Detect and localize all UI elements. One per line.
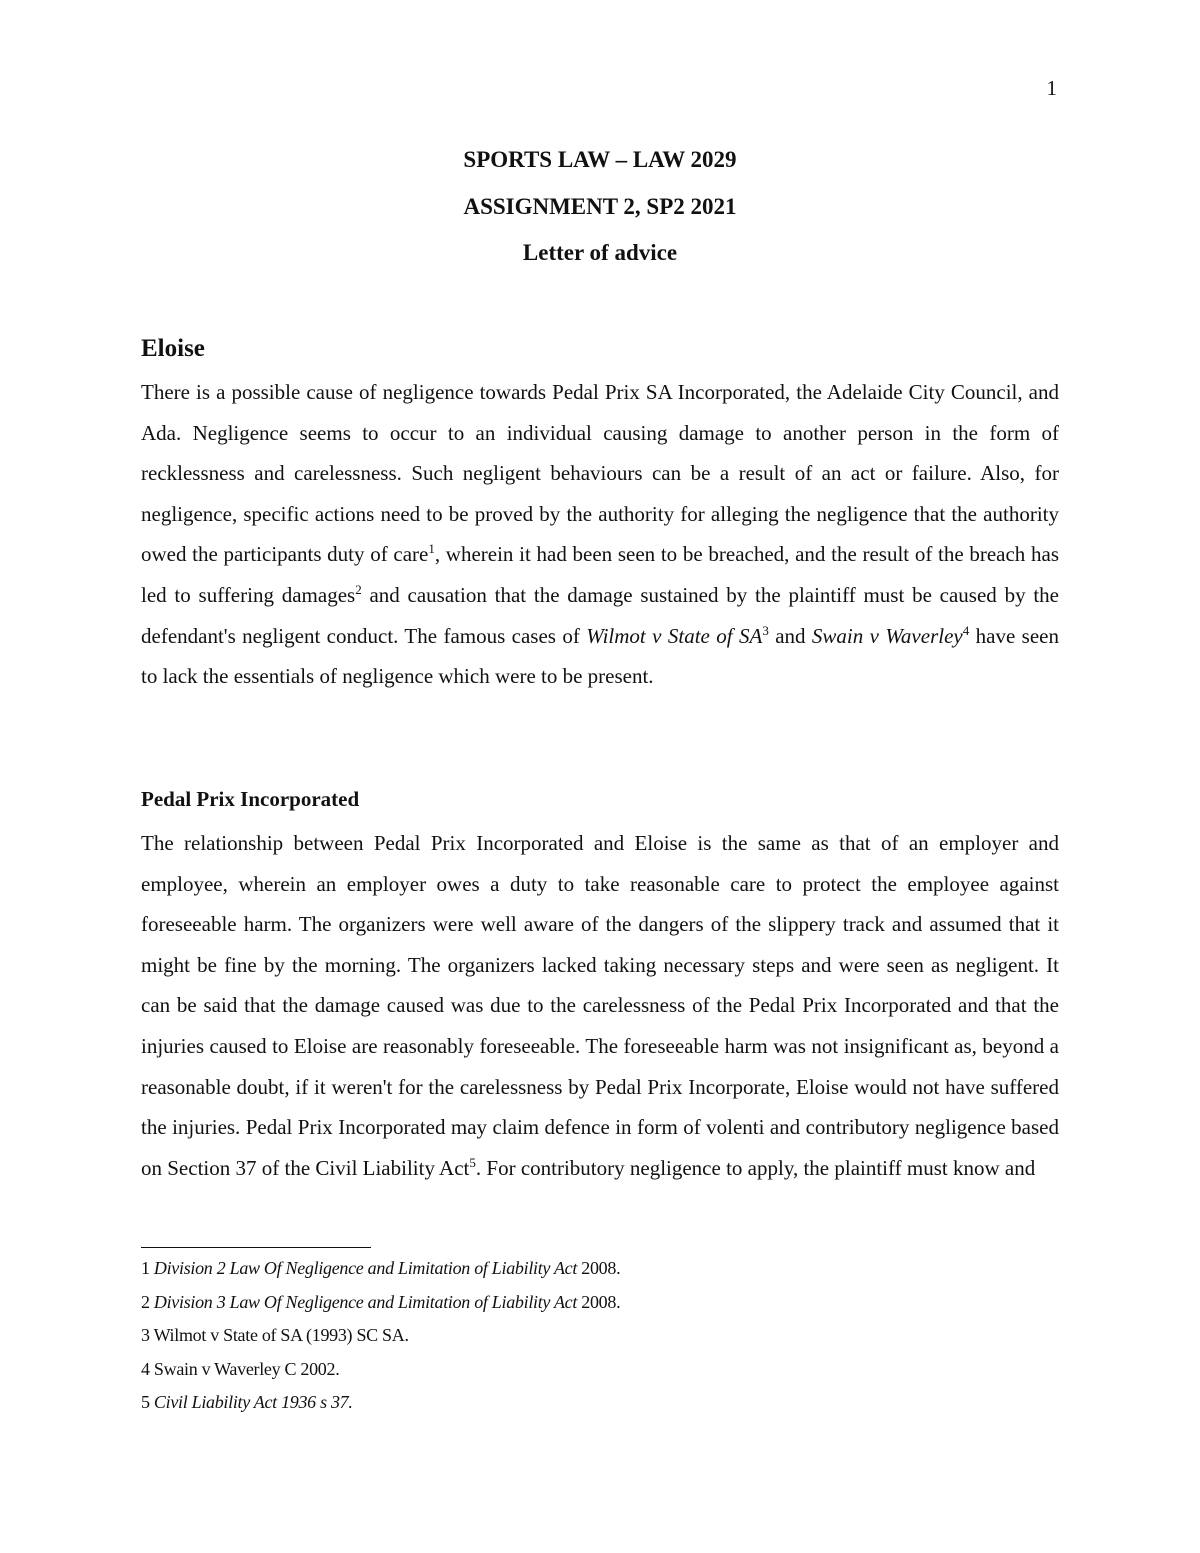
text-run: There is a possible cause of negligence towards Pedal Prix SA Incorporated, the Adelaide City Council, and Ada. Negligence seems to occur to an individual causing damage to another person in the form of recklessness and carelessness. Such negligent behaviours can be a result of an act or failure. Also, for negligence, specific actions need to be proved by the authority for alleging the negligence that the authority owed the participants duty of care [141, 380, 1059, 567]
course-title: SPORTS LAW – LAW 2029 [463, 147, 737, 172]
footnote-text: 2008. [577, 1258, 621, 1278]
page-number: 1 [1046, 76, 1057, 100]
footnote-text: Wilmot v State of SA (1993) SC SA. [153, 1325, 409, 1345]
footnote-ref-4: 4 [962, 622, 970, 638]
footnote-ref-2: 2 [355, 581, 362, 597]
footnote-item [141, 1388, 1059, 1422]
footnote-item [141, 1355, 1059, 1389]
footnote-number: 3 [141, 1325, 150, 1345]
footnotes [141, 1254, 1059, 1422]
case-name-swain: Swain v Waverley [811, 623, 963, 648]
footnote-italic-text: Division 3 Law Of Negligence and Limitation of Liability Act [153, 1291, 578, 1312]
paragraph-eloise [141, 372, 1059, 697]
footnote-item [141, 1321, 1059, 1355]
footnote-number: 2 [141, 1291, 150, 1312]
text-run: , wherein it had been seen to be breached, and the result of the breach has led to suffering damages [141, 542, 1059, 607]
footnote-number: 5 [141, 1392, 150, 1412]
text-run: The relationship between Pedal Prix Incorporated and Eloise is the same as that of an employer and employee, wherein an employer owes a duty to take reasonable care to protect the employee against foreseeable harm. The organizers were well aware of the dangers of the slippery track and assumed that it might be fine by the morning. The organizers lacked taking necessary steps and were seen as negligent. It can be said that the damage caused was due to the carelessness of the Pedal Prix Incorporated and that the injuries caused to Eloise are reasonably foreseeable. The foreseeable harm was not insignificant as, beyond a reasonable doubt, if it weren't for the carelessness by Pedal Prix Incorporate, Eloise would not have suffered the injuries. Pedal Prix Incorporated may claim defence in form of volenti and contributory negligence based on Section 37 of the Civil Liability Act [141, 831, 1059, 1180]
text-run: . For contributory negligence to apply, the plaintiff must know and [475, 1155, 1036, 1180]
section-heading-pedal-prix: Pedal Prix Incorporated [141, 787, 360, 811]
footnote-ref-3: 3 [762, 622, 769, 638]
document-subtitle: Letter of advice [522, 240, 678, 265]
section-heading-eloise: Eloise [141, 335, 205, 362]
footnote-item [141, 1254, 1059, 1288]
footnote-italic-text: Division 2 Law Of Negligence and Limitation of Liability Act [153, 1258, 578, 1278]
paragraph-pedal-prix [141, 823, 1059, 1188]
footnote-text: 2008. [577, 1291, 621, 1312]
footnote-item [141, 1288, 1059, 1322]
footnote-italic-text: Civil Liability Act 1936 s 37. [153, 1392, 353, 1412]
text-run: and [768, 623, 812, 648]
footnote-number: 4 [141, 1358, 150, 1379]
footnote-text: Swain v Waverley C 2002. [153, 1358, 340, 1379]
text-run: and causation that the damage sustained by the plaintiff must be caused by the defendant's negligent conduct. The famous cases of [141, 582, 1059, 648]
text-run: have seen to lack the essentials of negligence which were to be present. [141, 623, 1059, 689]
footnote-ref-1: 1 [428, 541, 435, 557]
footnote-number: 1 [141, 1258, 150, 1278]
footnote-ref-5: 5 [469, 1154, 476, 1170]
assignment-title: ASSIGNMENT 2, SP2 2021 [463, 194, 737, 219]
case-name-wilmot: Wilmot v State of SA [586, 623, 763, 648]
footnote-separator [141, 1247, 371, 1248]
